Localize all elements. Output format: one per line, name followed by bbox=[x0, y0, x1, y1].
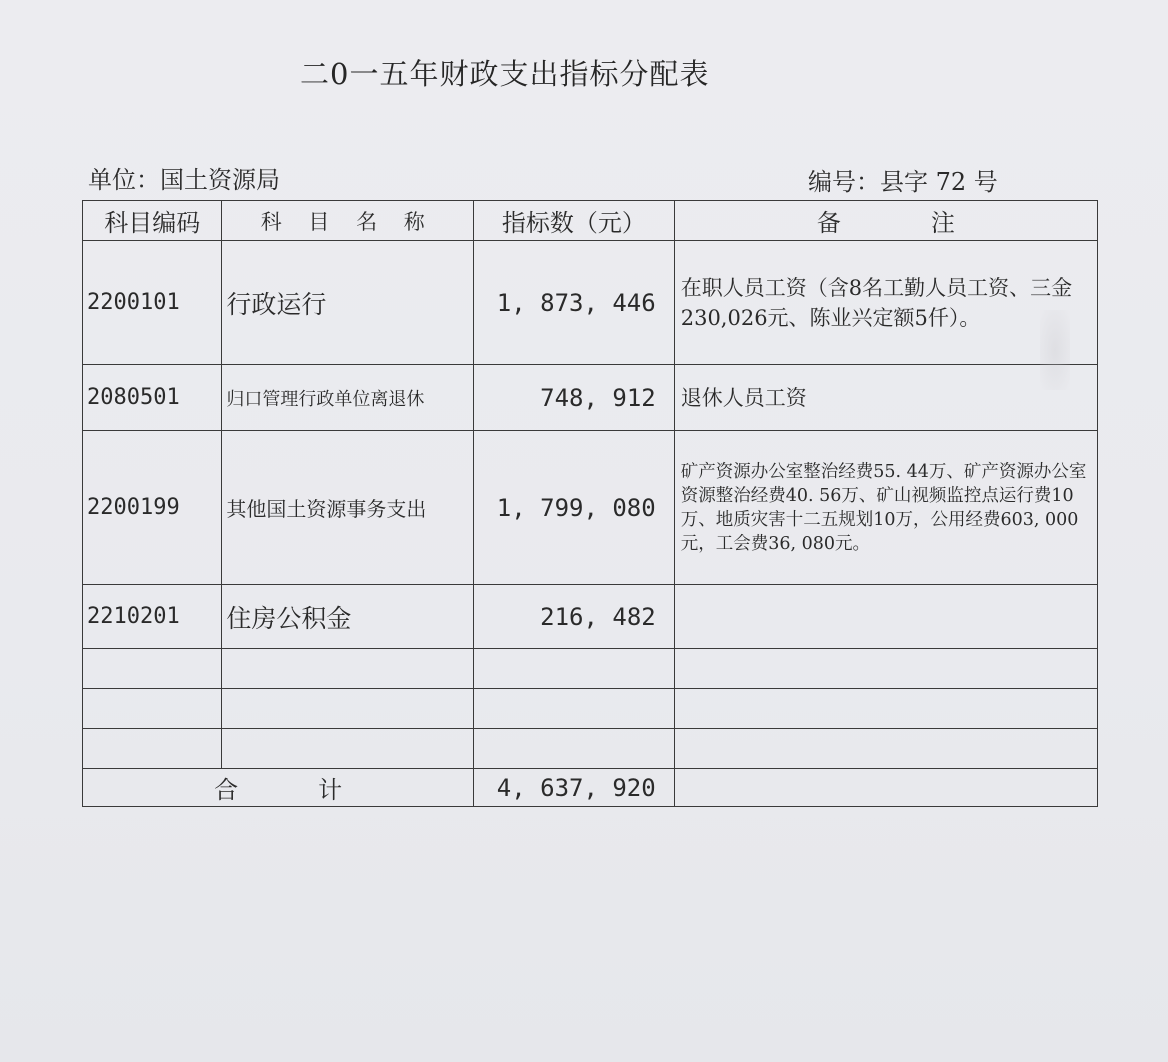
document-title: 二0一五年财政支出指标分配表 bbox=[300, 57, 710, 91]
remarks-cell: 退休人员工资 bbox=[674, 365, 1097, 431]
amount-cell: 1, 799, 080 bbox=[474, 431, 675, 585]
subject-name-cell: 归口管理行政单位离退休 bbox=[222, 365, 474, 431]
total-label-part2: 计 bbox=[318, 776, 343, 804]
empty-cell bbox=[474, 729, 675, 769]
empty-cell bbox=[674, 689, 1097, 729]
header-subject-name: 科 目 名 称 bbox=[222, 201, 474, 241]
header-amount: 指标数（元） bbox=[474, 201, 675, 241]
empty-cell bbox=[474, 649, 675, 689]
total-row bbox=[83, 769, 1098, 807]
remarks-cell: 矿产资源办公室整治经费55. 44万、矿产资源办公室资源整治经费40. 56万、矿山视频监控点运行费10万、地质灾害十二五规划10万，公用经费603, 000元，工会费36, 080元。 bbox=[674, 431, 1097, 585]
amount-cell: 1, 873, 446 bbox=[474, 241, 675, 365]
table-row bbox=[83, 585, 1098, 649]
empty-cell bbox=[83, 689, 222, 729]
total-remarks-cell bbox=[674, 769, 1097, 807]
table-row bbox=[83, 431, 1098, 585]
subject-code-cell: 2210201 bbox=[83, 585, 222, 649]
empty-cell bbox=[674, 649, 1097, 689]
table-row bbox=[83, 241, 1098, 365]
serial-number-label: 编号：县字 72 号 bbox=[808, 168, 998, 196]
unit-label: 单位：国土资源局 bbox=[88, 166, 280, 194]
subject-code-cell: 2080501 bbox=[83, 365, 222, 431]
budget-allocation-table bbox=[82, 200, 1098, 807]
scan-smudge bbox=[1040, 310, 1070, 390]
header-subject-code: 科目编码 bbox=[83, 201, 222, 241]
subject-code-cell: 2200101 bbox=[83, 241, 222, 365]
empty-cell bbox=[222, 689, 474, 729]
remarks-cell bbox=[674, 585, 1097, 649]
total-label-part1: 合 bbox=[214, 776, 239, 804]
amount-cell: 748, 912 bbox=[474, 365, 675, 431]
header-remarks-part2: 注 bbox=[930, 209, 955, 237]
header-remarks bbox=[674, 201, 1097, 241]
subject-name-cell: 其他国土资源事务支出 bbox=[222, 431, 474, 585]
amount-cell: 216, 482 bbox=[474, 585, 675, 649]
empty-cell bbox=[83, 729, 222, 769]
subject-code-cell: 2200199 bbox=[83, 431, 222, 585]
empty-cell bbox=[222, 729, 474, 769]
empty-cell bbox=[83, 649, 222, 689]
table-row bbox=[83, 365, 1098, 431]
total-amount-cell: 4, 637, 920 bbox=[474, 769, 675, 807]
header-remarks-part1: 备 bbox=[816, 209, 841, 237]
total-label-cell bbox=[83, 769, 474, 807]
empty-cell bbox=[474, 689, 675, 729]
subject-name-cell: 住房公积金 bbox=[222, 585, 474, 649]
empty-row bbox=[83, 689, 1098, 729]
empty-cell bbox=[674, 729, 1097, 769]
subject-name-cell: 行政运行 bbox=[222, 241, 474, 365]
table-header-row bbox=[83, 201, 1098, 241]
empty-row bbox=[83, 729, 1098, 769]
empty-row bbox=[83, 649, 1098, 689]
remarks-cell: 在职人员工资（含8名工勤人员工资、三金230,026元、陈业兴定额5仟）。 bbox=[674, 241, 1097, 365]
empty-cell bbox=[222, 649, 474, 689]
